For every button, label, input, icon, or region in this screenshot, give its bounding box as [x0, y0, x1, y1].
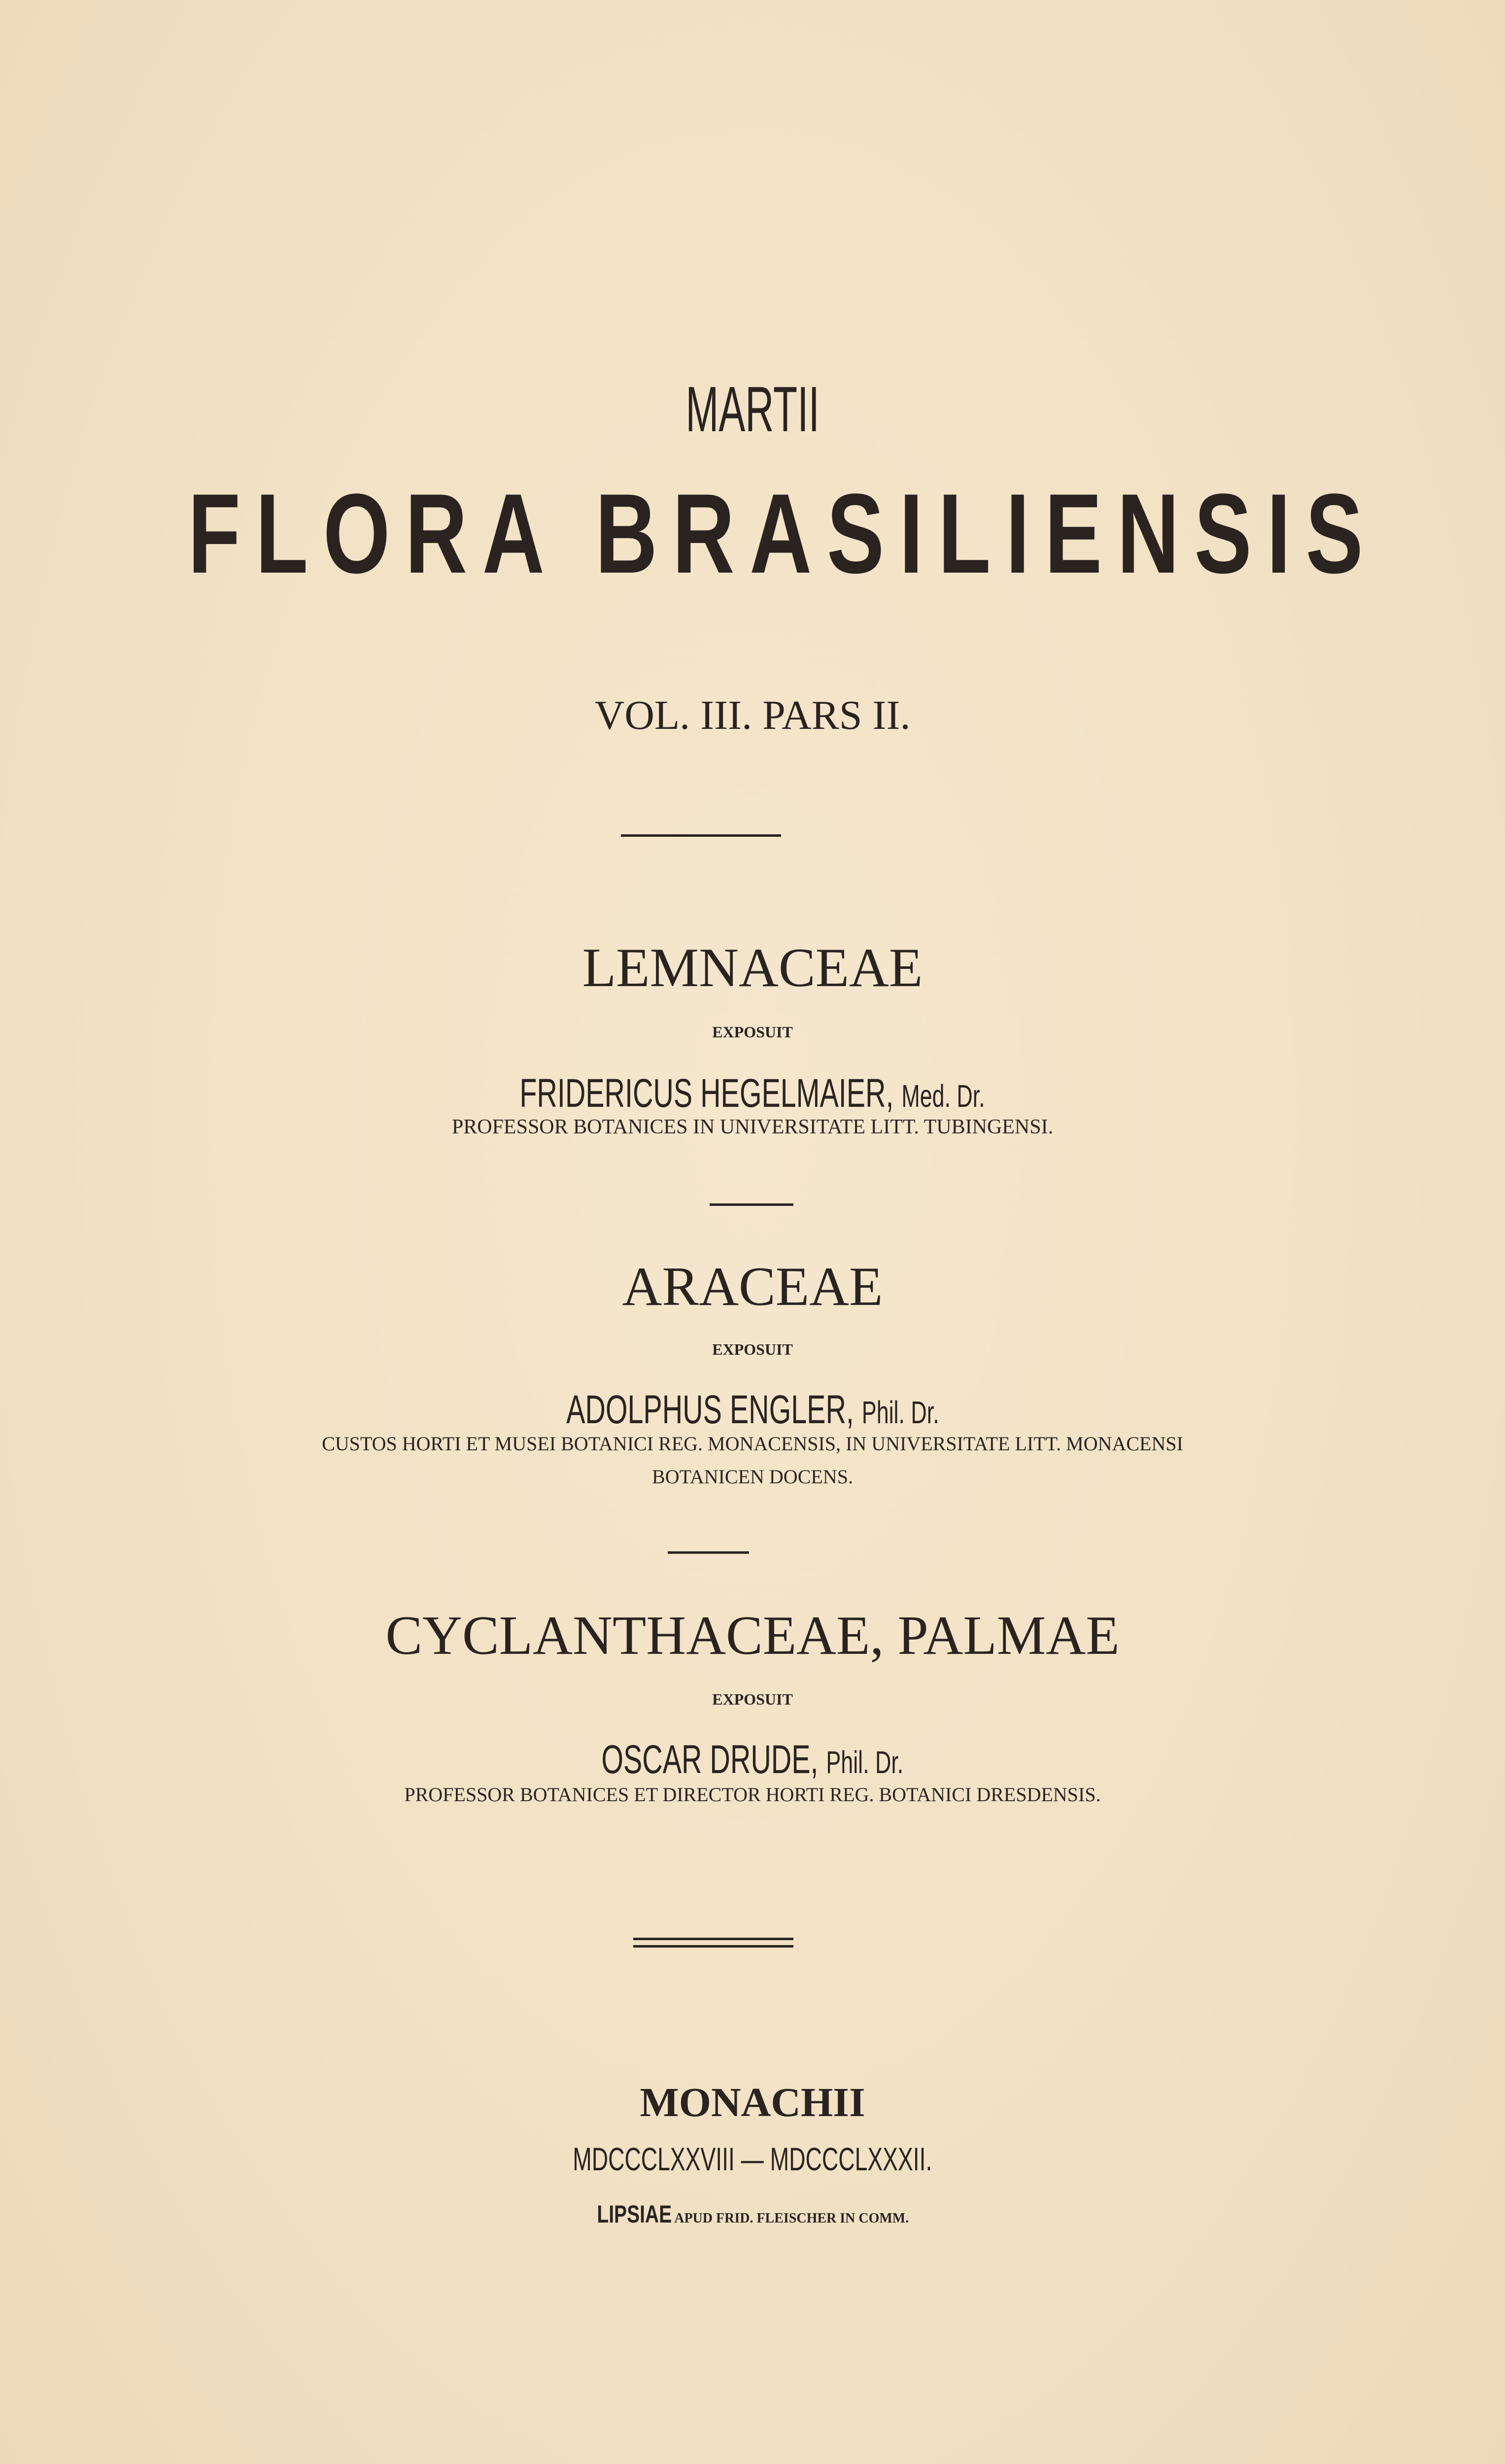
publisher-city: LIPSIAE: [597, 2200, 672, 2228]
divider-rule: [621, 834, 781, 837]
affiliation-line: [0, 1117, 1505, 1137]
exposuit-label: [0, 1691, 1505, 1707]
author-degree: Med. Dr.: [901, 1078, 986, 1114]
exposuit-label: [0, 1341, 1505, 1357]
author-name: ADOLPHUS ENGLER,: [566, 1387, 854, 1432]
main-title-line: [0, 470, 1505, 597]
affiliation-line: [0, 1785, 1505, 1805]
divider-rule: [710, 1203, 793, 1206]
author-line-engler: [0, 1387, 1505, 1432]
author-line-hegelmaier: [0, 1073, 1505, 1114]
author-name: FRIDERICUS HEGELMAIER,: [519, 1071, 894, 1116]
exposuit-text: EXPOSUIT: [712, 1690, 793, 1708]
volume: VOL. III. PARS II.: [594, 692, 911, 738]
author-degree: Phil. Dr.: [861, 1395, 939, 1430]
author-name: OSCAR DRUDE,: [601, 1737, 819, 1782]
author-genitive: MARTII: [685, 373, 820, 445]
exposuit-text: EXPOSUIT: [712, 1023, 793, 1041]
affiliation-text: CUSTOS HORTI ET MUSEI BOTANICI REG. MONACENSIS, IN UNIVERSITATE LITT. MONACENSI: [322, 1433, 1183, 1455]
volume-line: [0, 692, 1505, 738]
exposuit-text: EXPOSUIT: [712, 1340, 793, 1358]
author-genitive-line: [0, 373, 1505, 445]
imprint-publisher-line: [0, 2202, 1505, 2226]
exposuit-label: [0, 1024, 1505, 1040]
publisher-note: APUD FRID. FLEISCHER IN COMM.: [674, 2211, 909, 2226]
imprint-years: MDCCCLXXVIII — MDCCCLXXXII.: [573, 2141, 932, 2177]
family-name: LEMNACEAE: [582, 937, 923, 998]
affiliation-line: [0, 1434, 1505, 1454]
imprint-city: MONACHII: [640, 2080, 865, 2125]
affiliation-text: PROFESSOR BOTANICES ET DIRECTOR HORTI REG. BOTANICI DRESDENSIS.: [404, 1783, 1101, 1806]
affiliation-text: PROFESSOR BOTANICES IN UNIVERSITATE LITT. TUBINGENSI.: [451, 1116, 1054, 1138]
family-name: CYCLANTHACEAE, PALMAE: [385, 1605, 1120, 1666]
imprint-years-line: [0, 2143, 1505, 2175]
author-line-drude: [0, 1737, 1505, 1782]
family-title-cyclanthaceae-palmae: [0, 1605, 1505, 1666]
affiliation-text: BOTANICEN DOCENS.: [652, 1466, 853, 1488]
family-title-lemnaceae: [0, 937, 1505, 998]
affiliation-line: [0, 1467, 1505, 1487]
double-divider-rule: [633, 1938, 793, 1948]
main-title: FLORA BRASILIENSIS: [188, 470, 1378, 597]
family-name: ARACEAE: [622, 1256, 883, 1317]
divider-rule: [668, 1551, 749, 1554]
family-title-araceae: [0, 1256, 1505, 1317]
author-degree: Phil. Dr.: [826, 1745, 904, 1780]
imprint-city-line: [0, 2082, 1505, 2123]
